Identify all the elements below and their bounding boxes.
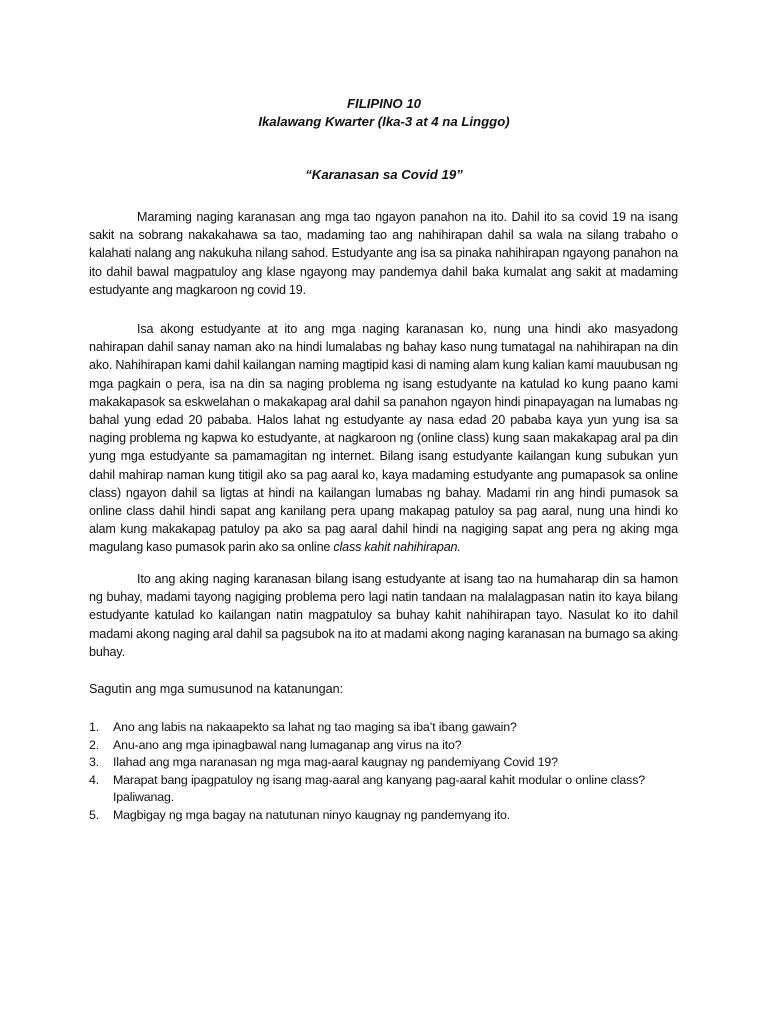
subject-title: FILIPINO 10 (346, 96, 421, 111)
question-text: Ano ang labis na nakaapekto sa lahat ng tao maging sa iba’t ibang gawain? (113, 720, 517, 734)
document-header (0, 95, 768, 131)
essay-paragraph-2 (89, 320, 678, 557)
question-item (89, 772, 689, 807)
question-text: Anu-ano ang mga ipinagbawal nang lumaganap ang virus na ito? (113, 737, 462, 752)
question-text: Ilahad ang mga naranasan ng mga mag-aaral kaugnay ng pandemiyang Covid 19? (113, 755, 558, 770)
question-item (89, 807, 689, 825)
question-item (89, 737, 689, 755)
question-text: Marapat bang ipagpatuloy ng isang mag-aaral ang kanyang pag-aaral kahit modular o online class? Ipaliwanag. (113, 772, 645, 805)
question-number: 1. (89, 720, 100, 734)
essay-title: “Karanasan sa Covid 19” (305, 167, 463, 182)
questions-instruction: Sagutin ang mga sumusunod na katanungan: (89, 682, 344, 696)
essay-paragraph-3 (89, 570, 678, 661)
question-number: 4. (89, 772, 100, 787)
paragraph-italic-tail: class kahit nahihirapan. (333, 540, 461, 555)
question-number: 5. (89, 807, 100, 822)
question-number: 3. (89, 755, 100, 770)
question-text: Magbigay ng mga bagay na natutunan ninyo kaugnay ng pandemyang ito. (113, 807, 511, 822)
paragraph-text: Isa akong estudyante at ito ang mga naging karanasan ko, nung una hindi ako masyadong nahirapan dahil sanay naman ako na hindi lumalabas ng bahay kaso nung tumatagal na nahihirapan na din ako. Nahihirapan kami dahil kailangan naming magtipid kasi di naming alam kung kalian kami mauubusan ng mga pagkain o pera, isa na din sa naging problema ng isang estudyante na katulad ko kung paano kami makakapasok sa eskwelahan o makakapag aral dahil sa panahon ngayon hindi pinapayagan na lumabas ng bahal yung edad 20 pababa. Halos lahat ng estudyante ay nasa edad 20 pababa kaya yun yung isa sa naging problema ng kapwa ko estudyante, at nagkaroon ng (online class) kung saan makakapag aral pa din yung mga estudyante sa pamamagitan ng internet. Bilang isang estudyante kailangan kung subukan yun dahil mahirap naman kung titigil ako sa pag aaral ko, kaya madaming estudyante ang pumapasok sa online class) ngayon dahil sa ligtas at hindi na kailangan lumabas ng bahay. Madami rin ang hindi pumasok sa online class dahil hindi sapat ang kanilang pera upang makapag patuloy sa pag aaral, nung una hindi ko alam kung makakapag patuloy pa ako sa pag aaral dahil hindi na nagiging sapat ang pera ng aking mga magulang kaso pumasok parin ako sa online (89, 322, 678, 555)
questions-list (89, 719, 689, 825)
question-item (89, 754, 689, 772)
question-number: 2. (89, 737, 100, 752)
essay-paragraph-1 (89, 208, 678, 299)
paragraph-text: Maraming naging karanasan ang mga tao ngayon panahon na ito. Dahil ito sa covid 19 na isang sakit na sobrang nakakahawa sa tao, madaming tao ang nahihirapan dahil sa wala na silang trabaho o kalahati nalang ang nakukuha nilang sahod. Estudyante ang isa sa pinaka nahihirapan ngayong panahon na ito dahil bawal magpatuloy ang klase ngayong may pandemya dahil baka kumalat ang sakit at madaming estudyante ang magkaroon ng covid 19. (89, 210, 678, 297)
quarter-subtitle: Ikalawang Kwarter (Ika-3 at 4 na Linggo) (258, 114, 510, 129)
question-item (89, 719, 689, 737)
paragraph-text: Ito ang aking naging karanasan bilang isang estudyante at isang tao na humaharap din sa hamon ng buhay, madami tayong nagiging problema pero lagi natin tandaan na malalagpasan natin ito kaya bilang estudyante katulad ko kailangan natin magpatuloy sa buhay kahit nahihirapan tayo. Nasulat ko ito dahil madami akong naging aral dahil sa pagsubok na ito at madami akong naging karanasan na bumago sa aking buhay. (89, 572, 678, 659)
